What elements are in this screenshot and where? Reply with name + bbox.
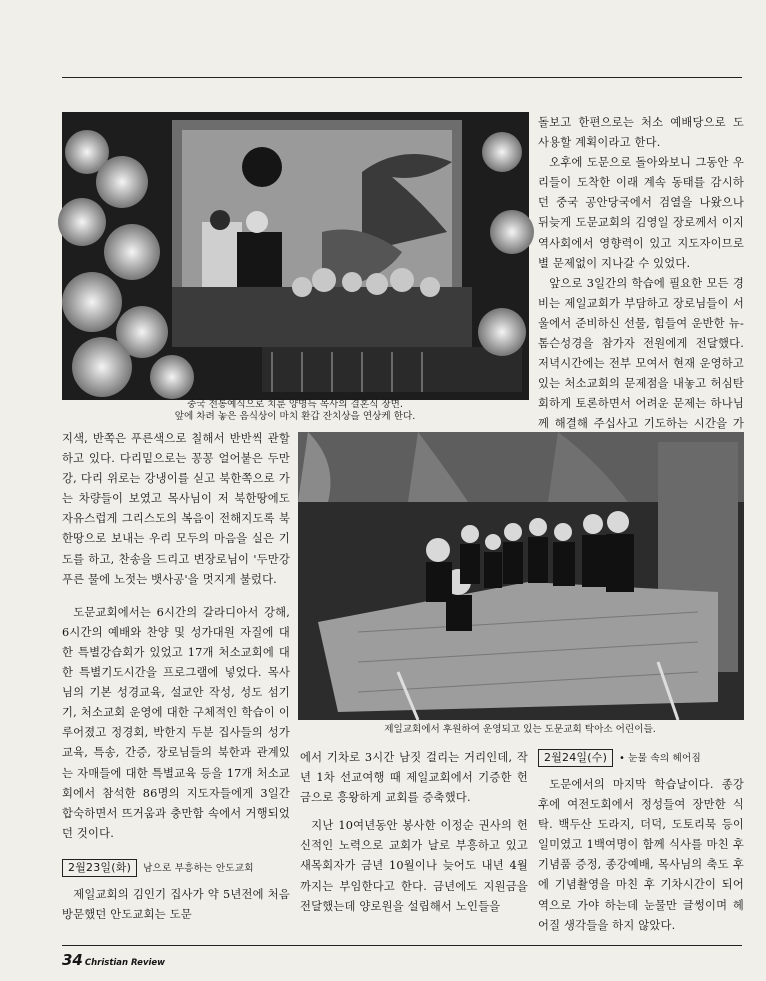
paragraph: 제일교회의 김인기 집사가 약 5년전에 처음 방문했던 안도교회는 도문 [62,887,290,921]
column-right-top [538,113,744,431]
wedding-photo [62,112,529,400]
paragraph: 돌보고 한편으로는 처소 예배당으로 도 사용할 계획이라고 한다. [538,116,744,150]
column-middle [300,748,528,928]
caption-line-2: 앞에 차려 놓은 음식상이 마치 환갑 잔치상을 연상케 한다. [174,411,416,422]
bottom-rule [62,945,742,946]
page-footer [62,950,165,969]
paragraph: 에서 기차로 3시간 남짓 걸리는 거리인데, 작년 1차 선교여행 때 제일교회에서 기증한 헌금으로 흥왕하게 교회를 증축했다. [300,751,528,805]
wedding-photo-caption [100,399,490,423]
page-number: 34 [62,951,83,969]
column-left [62,429,290,929]
daycare-children-photo [298,432,744,720]
date-label: 2월24일(수) [538,749,613,767]
caption-line-1: 중국 전통예식으로 치룬 양명득 목사의 결혼식 장면. [187,399,403,410]
date-label: 2월23일(화) [62,859,137,877]
paragraph: 도문에서의 마지막 학습날이다. 종강 후에 여전도회에서 정성들여 장만한 식탁. 백두산 도라지, 더덕, 도토리묵 등이 일미였고 1백여명이 함께 식사를 마친 후 기념품 증정, 종강예배, 목사님의 축도 후에 기념촬영을 마친 후 기차시간이 되어 역으로 가야 하는데 눈물만 글썽이며 헤어질 생각들을 하지 않았다. [538,778,744,932]
section-heading [62,858,290,879]
paragraph: 지난 10여년동안 봉사한 이정순 권사의 헌신적인 노력으로 교회가 날로 부흥하고 있고 새목회자가 금년 10월이나 늦어도 내년 4월까지는 부임한다고 한다. 금년에도 지원금을 전달했는데 양로원을 설립해서 노인들을 [300,819,528,913]
paragraph: 오후에 도문으로 돌아와보니 그동안 우리들이 도착한 이래 계속 동태를 감시하던 중국 공안당국에서 검열을 나왔으나 뒤늦게 도문교회의 김영일 장로께서 이지역사회에서 영향력이 있고 지도자이므로 별 문제없이 지나갈 수 있었다. [538,156,744,270]
section-heading [538,748,744,769]
section-subtitle: • 눈물 속의 헤어짐 [619,753,701,764]
section-subtitle: 남으로 부흥하는 안도교회 [143,862,254,874]
daycare-photo-caption: 제일교회에서 후원하여 운영되고 있는 도문교회 탁아소 어린이들. [384,724,656,735]
paragraph: 도문교회에서는 6시간의 갈라디아서 강해, 6시간의 예배와 찬양 및 성가대원 자질에 대한 특별강습회가 있었고 17개 처소교회에 대한 특별기도시간을 프로그램에 넣었다. 목사님의 기본 성경교육, 설교안 작성, 성도 섬기기, 처소교회 운영에 대한 구체적인 학습이 이루어졌고 정경회, 박한지 두분 집사들의 성가교육, 특송, 간증, 장로님들의 북한과 관계있는 자매들에 대한 특별교육 등을 17개 처소교회에서 참석한 86명의 지도자들에게 3일간 합숙하면서 뜨거움과 충만함 속에서 거행되었던 것이다. [62,605,290,840]
top-rule [62,77,742,78]
magazine-name: Christian Review [84,958,166,968]
paragraph: 지색, 반쪽은 푸른색으로 칠해서 반반씩 관할하고 있다. 다리밑으로는 꽁꽁 얼어붙은 두만강, 다리 위로는 강냉이를 싣고 북한쪽으로 가는 차량들이 보였고 목사님이 저 북한땅에도 자유스럽게 그리스도의 복음이 전해지도록 북한땅으로 보내는 우리 모두의 마음을 실은 기도를 하고, 찬송을 드리고 변장로님이 '두만강 푸른 물에 노젓는 뱃사공'을 멋지게 불렀다. [62,432,290,586]
column-right-bottom [538,748,744,932]
paragraph: 앞으로 3일간의 학습에 필요한 모든 경비는 제일교회가 부담하고 장로님들이 서울에서 준비하신 선물, 힘들여 운반한 뉴-톰슨성경을 참가자 전원에게 전달했다. 저녁시간에는 전부 모여서 현재 운영하고 있는 처소교회의 문제점을 내놓고 허심탄회하게 토론하면서 어려운 문제는 하나님께 해결해 주십사고 기도하는 시간을 가 [538,276,744,431]
